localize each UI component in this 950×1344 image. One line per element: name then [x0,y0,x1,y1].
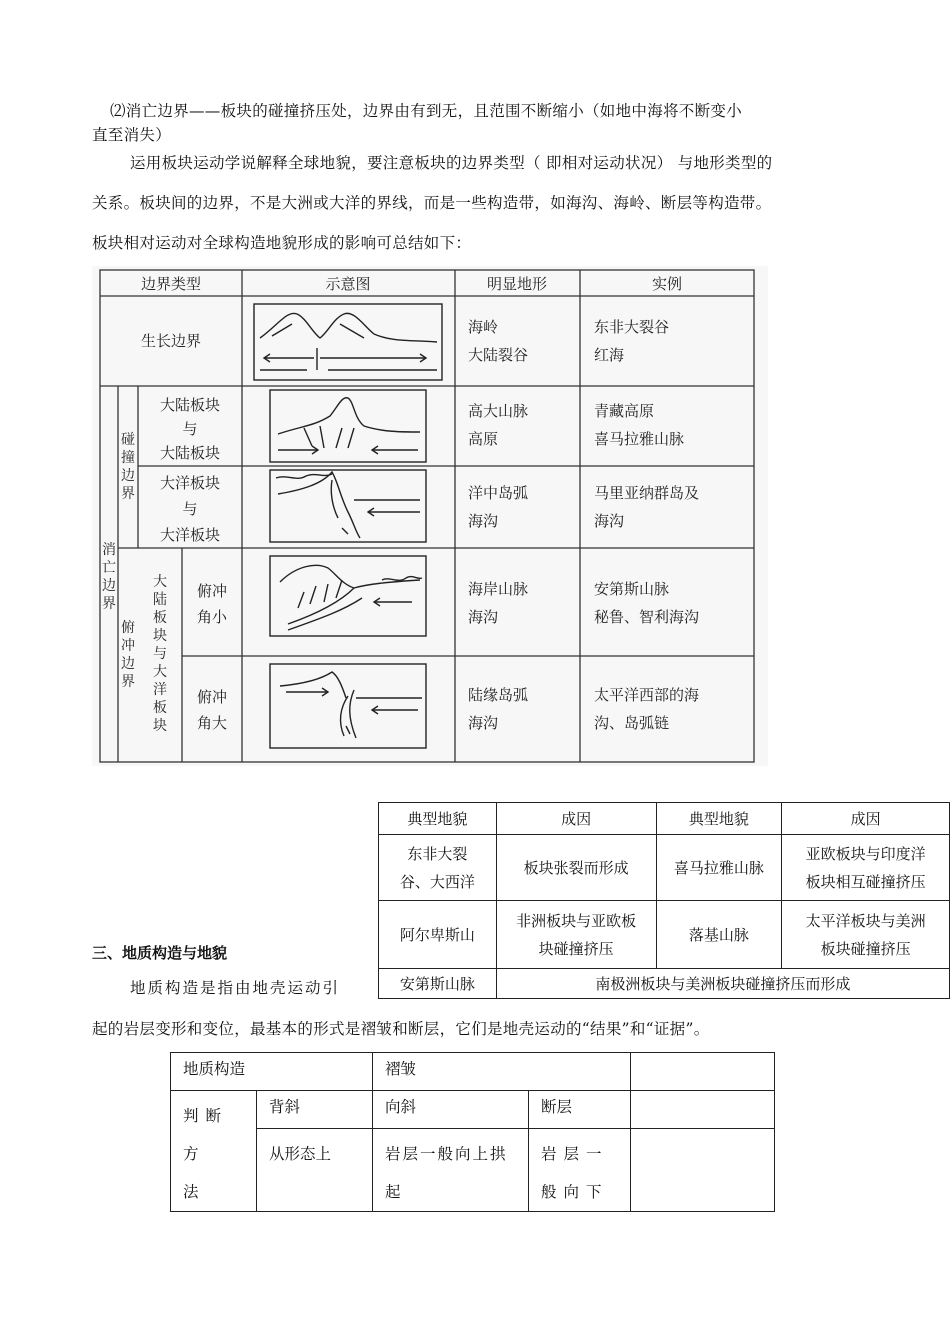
fig-collision-char-2: 撞 [121,450,135,466]
t1-header-cause-1: 成因 [496,803,656,835]
t1-header-landform-2: 典型地貌 [656,803,782,835]
fig-header-terrain: 明显地形 [486,275,548,293]
fig-small-example-2: 秘鲁、智利海沟 [594,608,700,626]
fig-co-char-3: 板 [153,610,167,626]
section-3-line-1: 地质构造是指由地壳运动引 [130,979,341,997]
fig-co-char-2: 陆 [153,592,167,608]
t1-r2-d-line2: 板块碰撞挤压 [820,939,911,958]
fig-co-char-6: 大 [153,664,167,680]
t1-r3-landform: 安第斯山脉 [379,969,497,999]
fig-oo-type-2: 与 [182,500,198,518]
fig-small-type-1: 俯冲 [196,582,228,600]
fig-co-char-9: 块 [153,718,167,734]
continental-collision-diagram [270,390,426,462]
t2-header-structure: 地质构造 [171,1053,373,1091]
fig-growth-example-1: 东非大裂谷 [594,318,670,336]
t2-sync-desc-line2: 般向下 [541,1183,609,1201]
t2-anticline-desc [373,1129,529,1212]
fig-large-example-1: 太平洋西部的海 [594,686,700,704]
fig-co-char-7: 洋 [153,682,167,698]
fig-consume-char-2: 亡 [102,560,116,576]
paragraph-2-line-1: 运用板块运动学说解释全球地貌，要注意板块的边界类型（ 即相对运动状况） 与地形类型的 [130,154,773,172]
fig-cc-terrain-2: 高原 [468,430,499,448]
fig-co-char-8: 板 [153,700,167,716]
t1-r1-cause-1: 板块张裂而形成 [496,835,656,901]
fig-oo-type-3: 大洋板块 [159,526,221,544]
fig-small-terrain-2: 海沟 [468,608,499,626]
fig-collision-char-3: 边 [121,468,135,484]
subduction-large-angle-diagram [270,664,426,748]
t2-syncline: 向斜 [373,1091,529,1129]
fig-oo-example-1: 马里亚纳群岛及 [594,484,700,502]
t1-r1-cause-2 [782,835,950,901]
intro-line-1: ⑵消亡边界——板块的碰撞挤压处，边界由有到无，且范围不断缩小（如地中海将不断变小 [110,102,743,120]
fig-small-terrain-1: 海岸山脉 [468,580,529,598]
t1-header-landform-1: 典型地貌 [379,803,497,835]
plate-boundary-figure [92,266,768,766]
paragraph-2-line-2: 关系。板块间的边界，不是大洲或大洋的界线，而是一些构造带，如海沟、海岭、断层等构造带。 [92,194,772,212]
plate-boundary-figure-svg [92,266,768,766]
fig-consume-char-4: 界 [102,596,116,612]
t2-fault: 断层 [529,1091,631,1129]
t1-r1-d-line2: 板块相互碰撞挤压 [805,872,926,891]
fig-co-char-5: 与 [153,646,167,662]
t2-sync-desc-line1: 岩层一 [541,1145,609,1163]
t2-syncline-desc [529,1129,631,1212]
fig-co-char-1: 大 [153,574,167,590]
fig-cc-terrain-1: 高大山脉 [468,402,529,420]
t2-empty-1 [631,1091,775,1129]
t1-r2-landform-2: 落基山脉 [656,901,782,969]
t2-method-line1: 判断方 [183,1107,229,1163]
fig-small-type-2: 角小 [196,608,228,626]
fig-oo-example-2: 海沟 [594,512,625,530]
fig-growth-example-2: 红海 [594,346,625,364]
landform-cause-table [378,802,950,999]
t2-method-line2: 法 [183,1183,199,1201]
fig-subduct-char-3: 边 [121,656,135,672]
t1-r1-landform-1 [379,835,497,901]
t1-r2-cause-2 [782,901,950,969]
fig-cc-type-1: 大陆板块 [159,396,221,414]
paragraph-2-line-3: 板块相对运动对全球构造地貌形成的影响可总结如下： [92,234,472,252]
t2-header-fold: 褶皱 [373,1053,631,1091]
section-3-title: 三、地质构造与地貌 [92,944,228,962]
fig-header-diagram: 示意图 [325,275,371,293]
t2-morph: 从形态上 [257,1129,373,1212]
ocean-ocean-diagram [270,470,426,542]
fig-co-char-4: 块 [153,628,167,644]
fig-small-example-1: 安第斯山脉 [594,580,670,598]
fig-consume-char-3: 边 [102,578,116,594]
fig-growth-type: 生长边界 [140,332,202,350]
growth-boundary-diagram [254,304,442,380]
t1-r1-d-line1: 亚欧板块与印度洋 [805,844,926,863]
fig-oo-type-1: 大洋板块 [159,474,221,492]
fig-growth-terrain-2: 大陆裂谷 [468,346,529,364]
fig-cc-example-2: 喜马拉雅山脉 [594,430,685,448]
t1-r1-landform-2: 喜马拉雅山脉 [656,835,782,901]
geologic-structure-table [170,1052,775,1212]
t1-header-cause-2: 成因 [782,803,950,835]
t2-empty-2 [631,1129,775,1212]
t1-r2-cause-1 [496,901,656,969]
fig-subduct-char-2: 冲 [121,638,135,654]
t2-header-empty [631,1053,775,1091]
fig-subduct-char-1: 俯 [121,620,135,636]
fig-large-type-2: 角大 [196,714,228,732]
t1-r2-landform-1: 阿尔卑斯山 [379,901,497,969]
fig-consume-char-1: 消 [102,542,116,558]
fig-header-example: 实例 [651,275,683,293]
fig-subduct-char-4: 界 [121,674,135,690]
fig-large-type-1: 俯冲 [196,688,228,706]
t1-r1-a-line2: 谷、大西洋 [399,872,475,891]
fig-collision-char-4: 界 [121,486,135,502]
fig-large-terrain-1: 陆缘岛弧 [468,686,529,704]
t1-r2-b-line1: 非洲板块与亚欧板 [516,911,637,930]
t1-r1-a-line1: 东非大裂 [407,844,468,863]
fig-oo-terrain-1: 洋中岛弧 [468,484,529,502]
fig-cc-type-2: 与 [182,420,198,438]
fig-collision-char-1: 碰 [121,432,135,448]
t2-anti-desc-line1: 岩层一般向上拱 [385,1145,508,1163]
fig-cc-example-1: 青藏高原 [594,402,655,420]
fig-large-example-2: 沟、岛弧链 [594,714,670,732]
t2-anticline: 背斜 [257,1091,373,1129]
fig-growth-terrain-1: 海岭 [468,318,499,336]
subduction-small-angle-diagram [270,556,426,636]
t1-r2-b-line2: 块碰撞挤压 [538,939,614,958]
t1-r3-cause: 南极洲板块与美洲板块碰撞挤压而形成 [496,969,949,999]
fig-oo-terrain-2: 海沟 [468,512,499,530]
fig-cc-type-3: 大陆板块 [159,444,221,462]
t2-method [171,1091,257,1212]
t1-r2-d-line1: 太平洋板块与美洲 [805,911,926,930]
fig-header-type: 边界类型 [140,275,202,293]
fig-large-terrain-2: 海沟 [468,714,499,732]
intro-line-2: 直至消失） [92,126,172,144]
section-3-line-2: 起的岩层变形和变位，最基本的形式是褶皱和断层，它们是地壳运动的“结果”和“证据”。 [92,1020,710,1038]
t2-anti-desc-line2: 起 [385,1183,401,1201]
